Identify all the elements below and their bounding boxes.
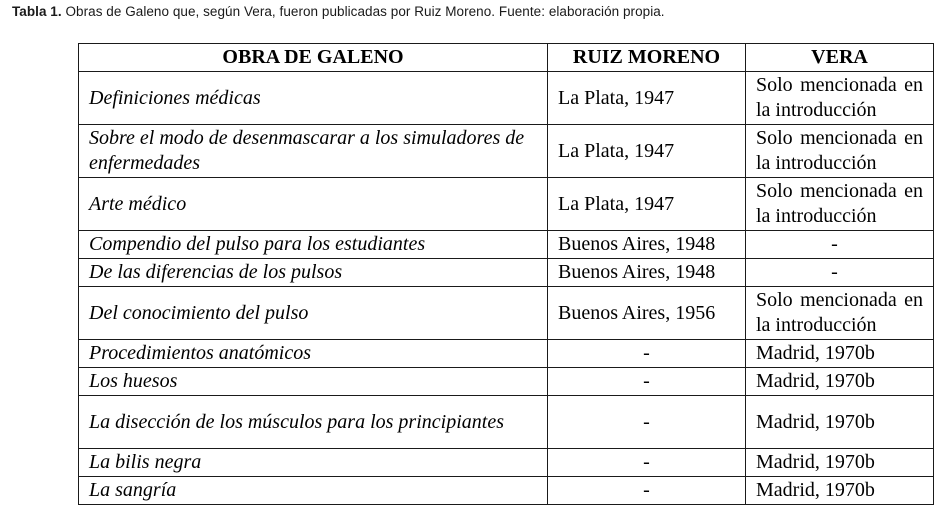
cell-obra: La disección de los músculos para los principiantes [79, 396, 548, 449]
cell-obra: Los huesos [79, 368, 548, 396]
cell-ruiz-moreno: - [548, 396, 746, 449]
table-row [79, 340, 934, 368]
cell-obra: Del conocimiento del pulso [79, 287, 548, 340]
cell-obra: La sangría [79, 477, 548, 505]
table-row [79, 178, 934, 231]
cell-vera: Madrid, 1970b [746, 396, 934, 449]
cell-ruiz-moreno: - [548, 449, 746, 477]
cell-vera: Madrid, 1970b [746, 477, 934, 505]
cell-vera: Madrid, 1970b [746, 368, 934, 396]
header-obra: OBRA DE GALENO [79, 44, 548, 72]
table-row [79, 259, 934, 287]
table-row [79, 231, 934, 259]
cell-vera: - [746, 259, 934, 287]
cell-ruiz-moreno: Buenos Aires, 1956 [548, 287, 746, 340]
caption-text: Obras de Galeno que, según Vera, fueron publicadas por Ruiz Moreno. Fuente: elaboración propia. [65, 4, 665, 19]
table-row [79, 477, 934, 505]
cell-ruiz-moreno: - [548, 477, 746, 505]
cell-ruiz-moreno: La Plata, 1947 [548, 178, 746, 231]
header-vera: VERA [746, 44, 934, 72]
cell-vera: Solo mencionada en la introducción [746, 287, 934, 340]
cell-obra: Compendio del pulso para los estudiantes [79, 231, 548, 259]
cell-vera: Madrid, 1970b [746, 340, 934, 368]
cell-vera: Solo mencionada en la introducción [746, 72, 934, 125]
cell-vera: - [746, 231, 934, 259]
header-ruiz-moreno: RUIZ MORENO [548, 44, 746, 72]
cell-ruiz-moreno: - [548, 340, 746, 368]
table-row [79, 449, 934, 477]
table-caption [12, 4, 665, 19]
table-header-row [79, 44, 934, 72]
caption-label: Tabla 1. [12, 4, 62, 19]
galeno-works-table [78, 43, 934, 505]
cell-obra: Sobre el modo de desenmascarar a los simuladores de enfermedades [79, 125, 548, 178]
table-row [79, 125, 934, 178]
table-row [79, 396, 934, 449]
table-row [79, 368, 934, 396]
cell-obra: La bilis negra [79, 449, 548, 477]
cell-ruiz-moreno: - [548, 368, 746, 396]
cell-obra: De las diferencias de los pulsos [79, 259, 548, 287]
cell-obra: Arte médico [79, 178, 548, 231]
cell-ruiz-moreno: La Plata, 1947 [548, 125, 746, 178]
cell-ruiz-moreno: Buenos Aires, 1948 [548, 231, 746, 259]
cell-vera: Solo mencionada en la introducción [746, 178, 934, 231]
cell-vera: Solo mencionada en la introducción [746, 125, 934, 178]
cell-ruiz-moreno: Buenos Aires, 1948 [548, 259, 746, 287]
cell-obra: Definiciones médicas [79, 72, 548, 125]
table-row [79, 72, 934, 125]
cell-ruiz-moreno: La Plata, 1947 [548, 72, 746, 125]
table-row [79, 287, 934, 340]
cell-obra: Procedimientos anatómicos [79, 340, 548, 368]
cell-vera: Madrid, 1970b [746, 449, 934, 477]
